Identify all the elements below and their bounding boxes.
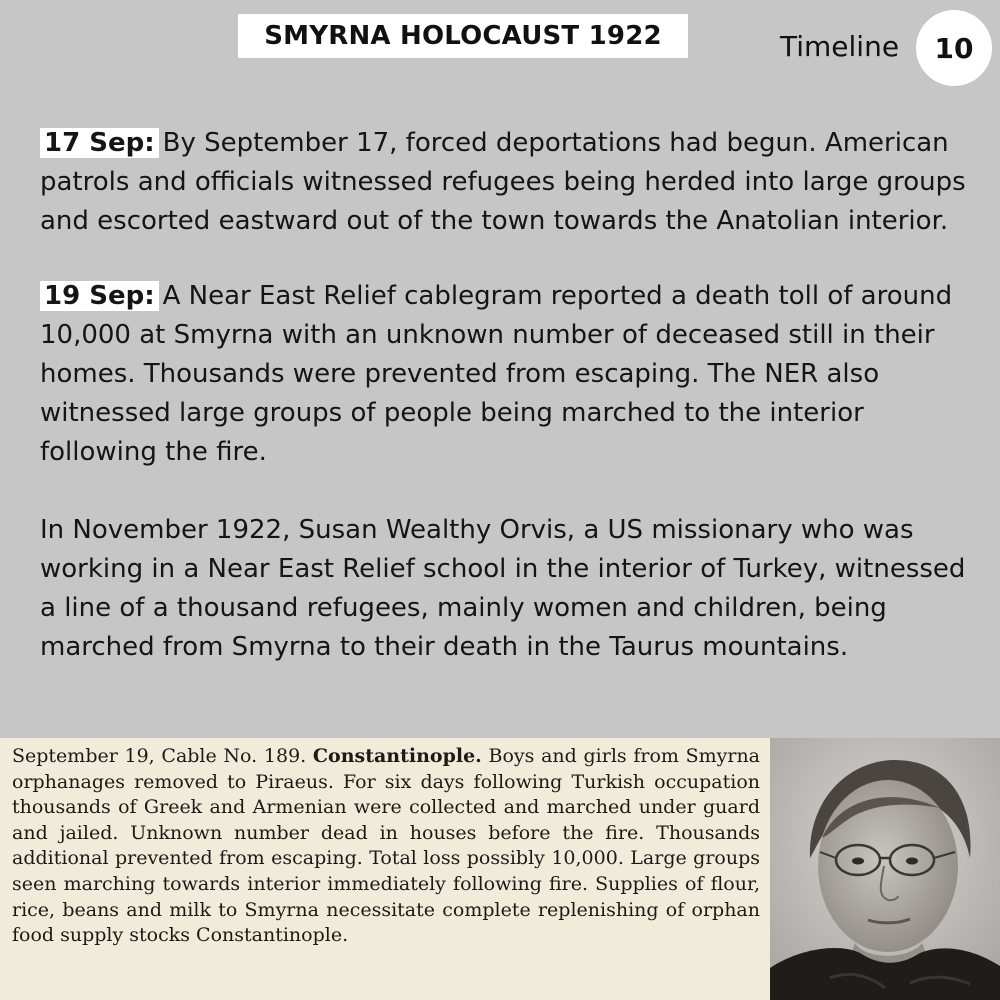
bottom-panel <box>0 738 1000 1000</box>
date-tag: 19 Sep: <box>40 281 159 311</box>
entry-17-sep <box>40 124 970 241</box>
orvis-paragraph: In November 1922, Susan Wealthy Orvis, a US missionary who was working in a Near East Relief school in the interior of Turkey, witnessed a line of a thousand refugees, mainly women and children, being marched from Smyrna to their death in the Taurus mountains. <box>40 515 966 662</box>
entry-text: By September 17, forced deportations had begun. American patrols and officials witnessed refugees being herded into large groups and escorted eastward out of the town towards the Anatolian interior. <box>40 128 966 236</box>
newspaper-clipping <box>0 738 770 1000</box>
entry-text: A Near East Relief cablegram reported a death toll of around 10,000 at Smyrna with an unknown number of deceased still in their homes. Thousands were prevented from escaping. The NER also witnessed large groups of people being marched to the interior following the fire. <box>40 281 953 467</box>
page-number-badge: 10 <box>916 10 992 86</box>
portrait-photo <box>770 738 1000 1000</box>
date-tag: 17 Sep: <box>40 128 159 158</box>
clipping-location: Constantinople. <box>312 745 482 767</box>
portrait-image <box>770 738 1000 1000</box>
page-title: SMYRNA HOLOCAUST 1922 <box>238 14 688 58</box>
timeline-label: Timeline <box>780 30 900 63</box>
clipping-lead: September 19, Cable No. 189. <box>12 745 307 767</box>
clipping-body: Boys and girls from Smyrna orphanages removed to Piraeus. For six days following Turkish occupation thousands of Greek and Armenian were collected and marched under guard and jailed. Unknown number dead in houses before the fire. Thousands additional prevented from escaping. Total loss possibly 10,000. Large groups seen marching towards interior immediately following fire. Supplies of flour, rice, beans and milk to Smyrna necessitate complete replenishing of orphan food supply stocks Constantinople. <box>12 745 761 947</box>
entry-19-sep <box>40 277 970 472</box>
